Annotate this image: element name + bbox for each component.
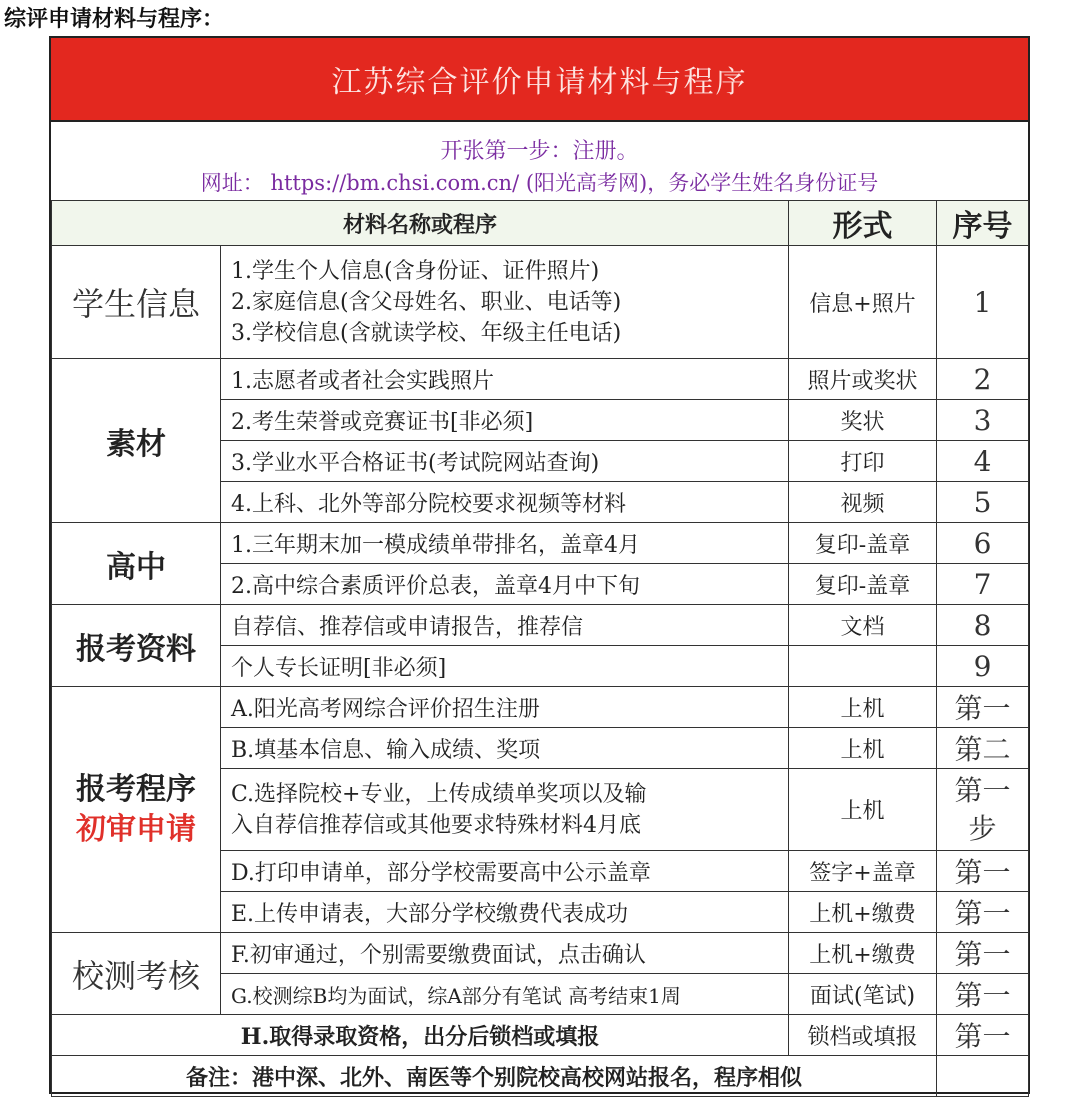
format-cell: 上机+缴费 <box>789 892 937 933</box>
table-row <box>52 246 1029 359</box>
format-cell: 复印-盖章 <box>789 564 937 605</box>
page-heading: 综评申请材料与程序： <box>4 7 225 32</box>
category-application-docs: 报考资料 <box>52 605 221 687</box>
student-info-line-1: 1.学生个人信息(含身份证、证件照片) <box>231 258 600 284</box>
item-cell: B.填基本信息、输入成绩、奖项 <box>221 728 789 769</box>
student-info-line-3: 3.学校信息(含就读学校、年级主任电话) <box>231 320 622 346</box>
format-cell: 打印 <box>789 441 937 482</box>
format-cell: 锁档或填报 <box>789 1015 937 1056</box>
table-row <box>52 687 1029 728</box>
table-row <box>52 605 1029 646</box>
format-cell: 复印-盖章 <box>789 523 937 564</box>
category-high-school: 高中 <box>52 523 221 605</box>
admission-item: H.取得录取资格，出分后锁档或填报 <box>52 1015 789 1056</box>
index-line-1: 第一 <box>954 773 1011 807</box>
item-cell: 个人专长证明[非必须] <box>221 646 789 687</box>
index-cell: 第一 <box>937 1015 1029 1056</box>
table-row <box>52 1015 1029 1056</box>
student-info-line-2: 2.家庭信息(含父母姓名、职业、电话等) <box>231 289 622 315</box>
item-cell: D.打印申请单，部分学校需要高中公示盖章 <box>221 851 789 892</box>
item-cell: 自荐信、推荐信或申请报告，推荐信 <box>221 605 789 646</box>
intro-line-2: 网址： https://bm.chsi.com.cn/ (阳光高考网)，务必学生姓名身份证号 <box>200 171 879 195</box>
materials-grid <box>51 200 1029 1097</box>
table-title: 江苏综合评价申请材料与程序 <box>51 38 1028 122</box>
index-cell: 6 <box>937 523 1029 564</box>
item-cell: E.上传申请表，大部分学校缴费代表成功 <box>221 892 789 933</box>
header-materials: 材料名称或程序 <box>52 201 789 246</box>
index-cell: 9 <box>937 646 1029 687</box>
category-procedure-line-1: 报考程序 <box>76 771 196 807</box>
student-info-items <box>221 246 789 359</box>
index-cell: 8 <box>937 605 1029 646</box>
item-cell: A.阳光高考网综合评价招生注册 <box>221 687 789 728</box>
format-cell: 照片或奖状 <box>789 359 937 400</box>
category-procedure-line-2: 初审申请 <box>76 811 196 847</box>
table-row <box>52 933 1029 974</box>
materials-table-frame <box>49 36 1030 1094</box>
category-student-info: 学生信息 <box>52 246 221 359</box>
index-cell: 5 <box>937 482 1029 523</box>
index-cell: 3 <box>937 400 1029 441</box>
index-cell: 第一 <box>937 974 1029 1015</box>
format-cell: 上机+缴费 <box>789 933 937 974</box>
format-cell: 上机 <box>789 728 937 769</box>
index-cell: 4 <box>937 441 1029 482</box>
note-row <box>52 1056 1029 1097</box>
item-cell: 4.上科、北外等部分院校要求视频等材料 <box>221 482 789 523</box>
index-cell: 第一 <box>937 851 1029 892</box>
index-cell <box>937 769 1029 851</box>
item-cell <box>221 769 789 851</box>
item-cell: 2.考生荣誉或竞赛证书[非必须] <box>221 400 789 441</box>
format-cell: 上机 <box>789 687 937 728</box>
header-index: 序号 <box>937 201 1029 246</box>
item-cell: 1.志愿者或者社会实践照片 <box>221 359 789 400</box>
item-cell: 3.学业水平合格证书(考试院网站查询) <box>221 441 789 482</box>
index-cell: 第一 <box>937 933 1029 974</box>
format-cell: 信息+照片 <box>789 246 937 359</box>
header-row <box>52 201 1029 246</box>
index-cell: 第一 <box>937 892 1029 933</box>
note-text: 备注：港中深、北外、南医等个别院校高校网站报名，程序相似 <box>52 1056 937 1097</box>
format-cell: 上机 <box>789 769 937 851</box>
index-cell: 第二 <box>937 728 1029 769</box>
category-materials: 素材 <box>52 359 221 523</box>
item-cell: 1.三年期末加一模成绩单带排名，盖章4月 <box>221 523 789 564</box>
index-cell: 7 <box>937 564 1029 605</box>
table-row <box>52 359 1029 400</box>
item-cell: F.初审通过，个别需要缴费面试，点击确认 <box>221 933 789 974</box>
index-line-2: 步 <box>968 811 997 845</box>
table-row <box>52 523 1029 564</box>
format-cell: 签字+盖章 <box>789 851 937 892</box>
format-cell <box>789 646 937 687</box>
item-cell: G.校测综B均为面试，综A部分有笔试 高考结束1周 <box>221 974 789 1015</box>
category-procedure <box>52 687 221 933</box>
index-cell: 2 <box>937 359 1029 400</box>
index-cell <box>937 1056 1029 1097</box>
header-format: 形式 <box>789 201 937 246</box>
format-cell: 面试(笔试) <box>789 974 937 1015</box>
item-cell: 2.高中综合素质评价总表，盖章4月中下旬 <box>221 564 789 605</box>
format-cell: 奖状 <box>789 400 937 441</box>
index-cell: 1 <box>937 246 1029 359</box>
index-cell: 第一 <box>937 687 1029 728</box>
intro-line-1: 开张第一步：注册。 <box>440 139 639 164</box>
category-assessment: 校测考核 <box>52 933 221 1015</box>
format-cell: 文档 <box>789 605 937 646</box>
item-line-2: 入自荐信推荐信或其他要求特殊材料4月底 <box>231 812 641 838</box>
item-line-1: C.选择院校+专业，上传成绩单奖项以及输 <box>231 781 647 807</box>
format-cell: 视频 <box>789 482 937 523</box>
